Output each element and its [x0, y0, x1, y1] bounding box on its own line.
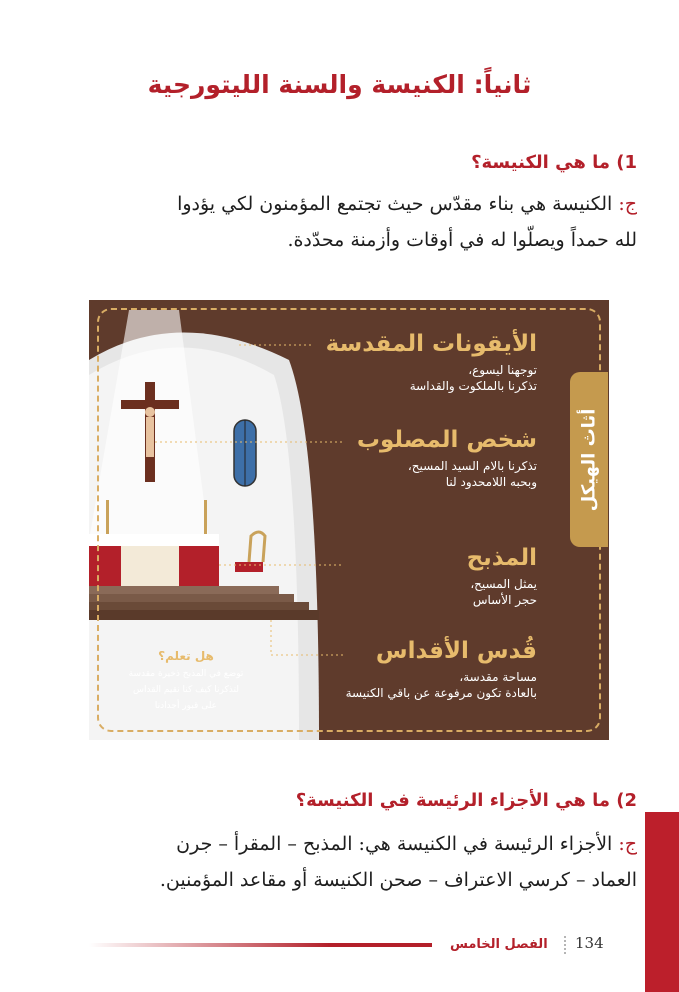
feature-sanctuary-desc [346, 669, 537, 701]
feature-sanctuary-title: قُدس الأقداس [375, 638, 537, 664]
feature-crucifix-desc [357, 458, 537, 490]
altar-illustration [89, 300, 609, 740]
altar-furniture-tab [570, 372, 608, 547]
feature-altar [467, 544, 537, 608]
feature-icons [326, 330, 537, 394]
feature-altar-desc [467, 576, 537, 608]
feature-sanctuary-desc-1: مساحة مقدسة، [459, 670, 537, 684]
did-you-know-box [101, 648, 271, 714]
answer-1-line-1-text: الكنيسة هي بناء مقدّس حيث تجتمع المؤمنون لكي يؤدوا [177, 193, 613, 215]
footer-rule [89, 943, 432, 947]
feature-crucifix-desc-1: تذكرنا بالام السيد المسيح، [407, 459, 537, 473]
feature-altar-title: المذبح [466, 545, 537, 571]
answer-2 [37, 826, 637, 898]
did-you-know-heading: هل تعلم؟ [158, 649, 214, 663]
answer-1-line-2: لله حمداً ويصلّوا له في أوقات وأزمنة محدّدة. [287, 229, 637, 251]
did-you-know-line-1: توضع في المذبح ذخيرة مقدسة [128, 669, 244, 679]
footer-chapter: الفصل الخامس [450, 937, 548, 952]
question-1: 1) ما هي الكنيسة؟ [471, 152, 637, 173]
feature-altar-desc-1: يمثل المسيح، [470, 577, 537, 591]
chapter-edge-tab [645, 812, 679, 992]
did-you-know-line-2: لتذكرنا كيف كنا نقيم القداس [133, 685, 239, 695]
answer-label: ج: [618, 193, 637, 215]
answer-1-line-1 [37, 186, 637, 222]
page-number: 134 [575, 934, 604, 952]
feature-crucifix-title: شخص المصلوب [356, 427, 537, 453]
altar-furniture-tab-label: أثاث الهيكل [578, 408, 600, 511]
answer-2-line-1 [37, 826, 637, 862]
feature-icons-desc-1: توجهنا ليسوع، [468, 363, 537, 377]
answer-2-label: ج: [618, 833, 637, 855]
feature-icons-title: الأيقونات المقدسة [325, 331, 537, 357]
feature-sanctuary-desc-2: بالعادة تكون مرفوعة عن باقي الكنيسة [345, 686, 537, 700]
answer-2-line-2: العماد – كرسي الاعتراف – صحن الكنيسة أو مقاعد المؤمنين. [159, 869, 637, 891]
feature-sanctuary [346, 637, 537, 701]
feature-crucifix [357, 426, 537, 490]
answer-2-line-1-text: الأجزاء الرئيسة في الكنيسة هي: المذبح – المقرأ – جرن [176, 833, 613, 855]
did-you-know-line-3: على قبور أجدادنا [154, 701, 218, 711]
feature-altar-desc-2: حجر الأساس [472, 593, 537, 607]
footer-separator [564, 936, 568, 954]
answer-1 [37, 186, 637, 258]
question-2: 2) ما هي الأجزاء الرئيسة في الكنيسة؟ [295, 790, 637, 811]
feature-icons-desc-2: تذكرنا بالملكوت والقداسة [409, 379, 537, 393]
section-title: ثانياً: الكنيسة والسنة الليتورجية [147, 70, 532, 99]
feature-icons-desc [326, 362, 537, 394]
feature-crucifix-desc-2: وبحبه اللامحدود لنا [445, 475, 537, 489]
